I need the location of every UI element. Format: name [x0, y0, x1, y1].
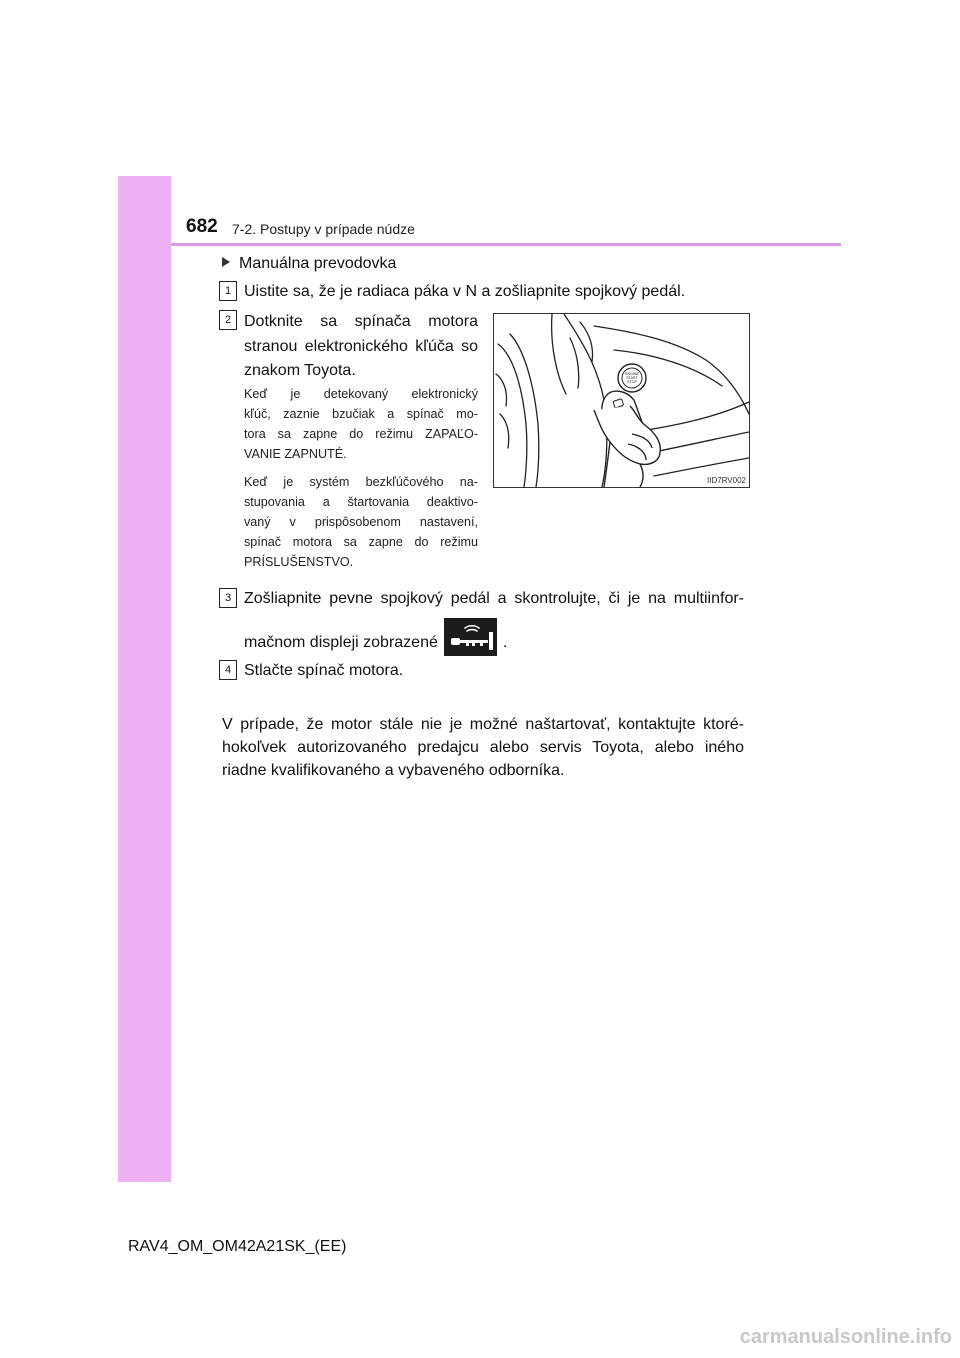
- step-number-4: 4: [219, 660, 237, 680]
- step-2-line: stranou elektronického kľúča so: [244, 337, 478, 355]
- page-number: 682: [186, 216, 218, 237]
- contact-dealer-paragraph: [222, 713, 744, 782]
- step-2-line: Dotknite sa spínača motora: [244, 313, 478, 330]
- key-indicator-glyph: [444, 618, 497, 656]
- key-fob-illustration: [494, 314, 749, 487]
- button-label: ENGINE: [625, 372, 639, 376]
- subheading-text: Manuálna prevodovka: [239, 255, 397, 272]
- note-line: Keď je detekovaný elektronický: [244, 387, 478, 401]
- button-label: START: [626, 376, 638, 380]
- step-3-line: Zošliapnite pevne spojkový pedál a skontrolujte, či je na multiinfor-: [244, 590, 744, 607]
- step-2-line: znakom Toyota.: [244, 362, 356, 379]
- note-line: stupovania a štartovania deaktivo-: [244, 495, 478, 509]
- paragraph-line: riadne kvalifikovaného a vybaveného odborníka.: [222, 762, 565, 779]
- paragraph-line: V prípade, že motor stále nie je možné naštartovať, kontaktujte ktoré-: [222, 716, 744, 733]
- note-2: [244, 472, 478, 572]
- step-3-line: .: [502, 634, 508, 652]
- watermark: carmanualsonline.info: [739, 1326, 952, 1348]
- section-title: 7-2. Postupy v prípade núdze: [232, 221, 415, 237]
- note-line: Keď je systém bezkľúčového na-: [244, 475, 478, 489]
- step-number-3: 3: [219, 588, 237, 608]
- note-line: spínač motora sa zapne do režimu: [244, 535, 478, 549]
- manual-code-footer: RAV4_OM_OM42A21SK_(EE): [128, 1238, 347, 1255]
- step-3-text: [244, 588, 744, 662]
- note-1: [244, 384, 478, 464]
- paragraph-line: hokoľvek autorizovaného predajcu alebo servis Toyota, alebo iného: [222, 739, 744, 756]
- note-line: vaný v prispôsobenom nastavení,: [244, 515, 478, 529]
- step-2-text: [244, 310, 478, 384]
- header-divider: [171, 243, 841, 246]
- step-3-line-2: [244, 624, 744, 662]
- note-line: VANIE ZAPNUTÉ.: [244, 447, 347, 461]
- button-label: STOP: [627, 380, 637, 384]
- triangle-bullet-icon: [222, 257, 230, 267]
- note-line: kľúč, zaznie bzučiak a spínač mo-: [244, 407, 478, 421]
- note-line: tora sa zapne do režimu ZAPAĽO-: [244, 427, 478, 441]
- step-3-line: mačnom displeji zobrazené: [244, 634, 438, 652]
- figure-code: IID7RV002: [707, 476, 746, 485]
- step-number-2: 2: [219, 310, 237, 330]
- key-indicator-icon: [444, 618, 497, 656]
- step-1-text: Uistite sa, že je radiaca páka v N a zošliapnite spojkový pedál.: [244, 283, 686, 300]
- engine-switch-icon: [618, 364, 646, 392]
- chapter-sidebar-tab: [118, 176, 171, 1182]
- step-4-text: Stlačte spínač motora.: [244, 662, 404, 679]
- step-number-1: 1: [219, 281, 237, 301]
- note-line: PRÍSLUŠENSTVO.: [244, 555, 354, 569]
- subheading: [222, 255, 396, 273]
- illustration-key-touch-engine-switch: [493, 313, 750, 488]
